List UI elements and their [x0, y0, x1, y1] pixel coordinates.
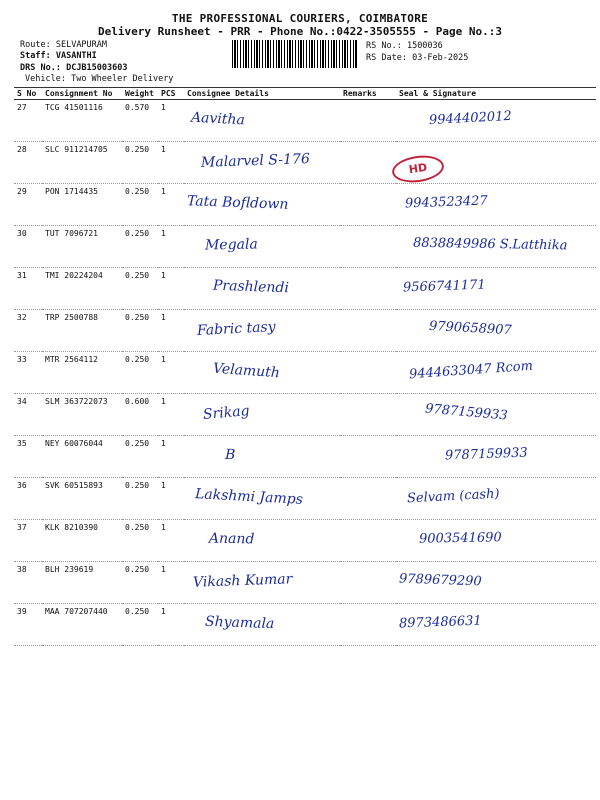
rs-no-label: RS No.:	[366, 41, 402, 51]
runsheet-subtitle: Delivery Runsheet - PRR - Phone No.:0422-3505555 - Page No.:3	[98, 25, 502, 38]
table-header-row	[14, 88, 596, 100]
table-row	[14, 394, 596, 436]
row-remarks	[340, 394, 396, 436]
row-consignment-no: PON 1714435	[42, 184, 122, 226]
seal-signature	[396, 310, 596, 352]
seal-signature	[396, 226, 596, 268]
col-sno: S No	[14, 88, 42, 100]
handwritten-name: Aavitha	[190, 109, 246, 129]
handwritten-name: Prashlendi	[212, 277, 290, 297]
staff-value: VASANTHI	[55, 51, 97, 61]
table-row	[14, 520, 596, 562]
row-remarks	[340, 226, 396, 268]
col-consignee: Consignee Details	[184, 88, 340, 100]
handwritten-signature: 8838849986 S.Latthika	[412, 235, 568, 254]
handwritten-name: Anand	[208, 530, 255, 548]
row-consignment-no: MTR 2564112	[42, 352, 122, 394]
seal-signature	[396, 184, 596, 226]
table-row	[14, 268, 596, 310]
consignee-signature	[184, 394, 340, 436]
consignee-signature	[184, 604, 340, 646]
row-remarks	[340, 142, 396, 184]
table-row	[14, 184, 596, 226]
vehicle-value: Two Wheeler Delivery	[71, 74, 174, 84]
row-remarks	[340, 100, 396, 142]
row-pcs: 1	[158, 184, 184, 226]
row-sno: 28	[14, 142, 42, 184]
row-remarks	[340, 520, 396, 562]
handwritten-signature: 9444633047 Rcom	[408, 358, 534, 383]
row-consignment-no: TCG 41501116	[42, 100, 122, 142]
drs-value: DCJB15003603	[66, 63, 128, 73]
row-pcs: 1	[158, 562, 184, 604]
consignee-signature	[184, 226, 340, 268]
row-consignment-no: SLM 363722073	[42, 394, 122, 436]
seal-signature	[396, 562, 596, 604]
row-remarks	[340, 478, 396, 520]
row-pcs: 1	[158, 100, 184, 142]
consignee-signature	[184, 520, 340, 562]
row-consignment-no: BLH 239619	[42, 562, 122, 604]
handwritten-name: Velamuth	[212, 360, 281, 382]
table-row	[14, 142, 596, 184]
handwritten-signature: 9566741171	[402, 277, 486, 296]
row-sno: 33	[14, 352, 42, 394]
drs-label: DRS No.:	[20, 63, 61, 73]
row-remarks	[340, 436, 396, 478]
row-weight: 0.250	[122, 268, 158, 310]
row-weight: 0.250	[122, 184, 158, 226]
col-weight: Weight	[122, 88, 158, 100]
handwritten-name: Malarvel S-176	[200, 151, 311, 171]
col-signature: Seal & Signature	[396, 88, 596, 100]
seal-signature	[396, 352, 596, 394]
drs-line	[20, 63, 128, 73]
row-weight: 0.250	[122, 520, 158, 562]
route-value: SELVAPURAM	[55, 40, 108, 50]
seal-signature	[396, 268, 596, 310]
row-sno: 30	[14, 226, 42, 268]
handwritten-name: Shyamala	[204, 613, 275, 633]
row-remarks	[340, 352, 396, 394]
seal-signature	[396, 520, 596, 562]
row-remarks	[340, 562, 396, 604]
vehicle-line	[25, 74, 173, 84]
row-weight: 0.250	[122, 226, 158, 268]
handwritten-signature: 9943523427	[404, 193, 488, 212]
consignee-signature	[184, 310, 340, 352]
consignee-signature	[184, 184, 340, 226]
table-row	[14, 310, 596, 352]
row-weight: 0.600	[122, 394, 158, 436]
handwritten-name: B	[224, 446, 236, 464]
col-remarks: Remarks	[340, 88, 396, 100]
row-weight: 0.250	[122, 310, 158, 352]
row-sno: 27	[14, 100, 42, 142]
vehicle-label: Vehicle:	[25, 74, 66, 84]
row-weight: 0.250	[122, 436, 158, 478]
row-consignment-no: TUT 7096721	[42, 226, 122, 268]
rs-date-value: 03-Feb-2025	[412, 53, 469, 63]
row-remarks	[340, 604, 396, 646]
row-pcs: 1	[158, 394, 184, 436]
route-label: Route:	[20, 40, 51, 50]
row-weight: 0.250	[122, 142, 158, 184]
consignee-signature	[184, 142, 340, 184]
row-pcs: 1	[158, 226, 184, 268]
row-sno: 36	[14, 478, 42, 520]
delivered-stamp: HD	[390, 153, 445, 186]
seal-signature	[396, 436, 596, 478]
rs-no-value: 1500036	[406, 41, 443, 51]
row-pcs: 1	[158, 142, 184, 184]
row-sno: 31	[14, 268, 42, 310]
row-consignment-no: SLC 911214705	[42, 142, 122, 184]
row-weight: 0.570	[122, 100, 158, 142]
table-body	[14, 100, 596, 646]
rs-no-line	[366, 41, 443, 51]
handwritten-signature: 9789679290	[398, 571, 482, 590]
staff-line	[20, 51, 97, 61]
row-weight: 0.250	[122, 562, 158, 604]
handwritten-signature: 9790658907	[428, 318, 513, 339]
row-pcs: 1	[158, 352, 184, 394]
handwritten-signature: 9787159933	[424, 401, 509, 424]
row-pcs: 1	[158, 520, 184, 562]
seal-signature	[396, 604, 596, 646]
rs-date-label: RS Date:	[366, 53, 407, 63]
table-row	[14, 100, 596, 142]
handwritten-name: Srikag	[202, 403, 251, 423]
row-remarks	[340, 184, 396, 226]
col-consignment: Consignment No	[42, 88, 122, 100]
handwritten-name: Tata Bofldown	[186, 193, 289, 213]
handwritten-signature: 9944402012	[428, 108, 513, 129]
row-sno: 35	[14, 436, 42, 478]
table-row	[14, 226, 596, 268]
table-row	[14, 562, 596, 604]
row-sno: 32	[14, 310, 42, 352]
handwritten-name: Fabric tasy	[196, 318, 276, 340]
handwritten-signature: Selvam (cash)	[406, 486, 500, 507]
staff-label: Staff:	[20, 51, 51, 61]
handwritten-name: Megala	[204, 236, 258, 254]
handwritten-signature: 9787159933	[444, 445, 528, 464]
consignee-signature	[184, 436, 340, 478]
handwritten-name: Vikash Kumar	[192, 571, 293, 591]
consignee-signature	[184, 478, 340, 520]
barcode-image	[232, 40, 358, 68]
row-weight: 0.250	[122, 352, 158, 394]
consignee-signature	[184, 100, 340, 142]
route-line	[20, 40, 107, 50]
row-sno: 37	[14, 520, 42, 562]
row-sno: 29	[14, 184, 42, 226]
row-consignment-no: TRP 2500788	[42, 310, 122, 352]
seal-signature	[396, 100, 596, 142]
seal-signature	[396, 478, 596, 520]
table-row	[14, 478, 596, 520]
row-weight: 0.250	[122, 478, 158, 520]
row-sno: 39	[14, 604, 42, 646]
row-pcs: 1	[158, 478, 184, 520]
row-pcs: 1	[158, 604, 184, 646]
row-sno: 34	[14, 394, 42, 436]
row-pcs: 1	[158, 268, 184, 310]
row-consignment-no: NEY 60076044	[42, 436, 122, 478]
row-remarks	[340, 268, 396, 310]
handwritten-signature: 8973486631	[398, 613, 482, 632]
table-row	[14, 436, 596, 478]
row-weight: 0.250	[122, 604, 158, 646]
handwritten-name: Lakshmi Jamps	[194, 486, 304, 508]
table-row	[14, 604, 596, 646]
company-title: THE PROFESSIONAL COURIERS, COIMBATORE	[171, 12, 429, 25]
row-consignment-no: TMI 20224204	[42, 268, 122, 310]
row-pcs: 1	[158, 436, 184, 478]
rs-date-line	[366, 53, 468, 63]
row-pcs: 1	[158, 310, 184, 352]
col-pcs: PCS	[158, 88, 184, 100]
runsheet-table	[14, 87, 596, 646]
row-remarks	[340, 310, 396, 352]
consignee-signature	[184, 352, 340, 394]
row-sno: 38	[14, 562, 42, 604]
row-consignment-no: SVK 60515893	[42, 478, 122, 520]
seal-signature	[396, 394, 596, 436]
consignee-signature	[184, 268, 340, 310]
row-consignment-no: MAA 707207440	[42, 604, 122, 646]
row-consignment-no: KLK 8210390	[42, 520, 122, 562]
table-row	[14, 352, 596, 394]
consignee-signature	[184, 562, 340, 604]
handwritten-signature: 9003541690	[418, 530, 502, 547]
